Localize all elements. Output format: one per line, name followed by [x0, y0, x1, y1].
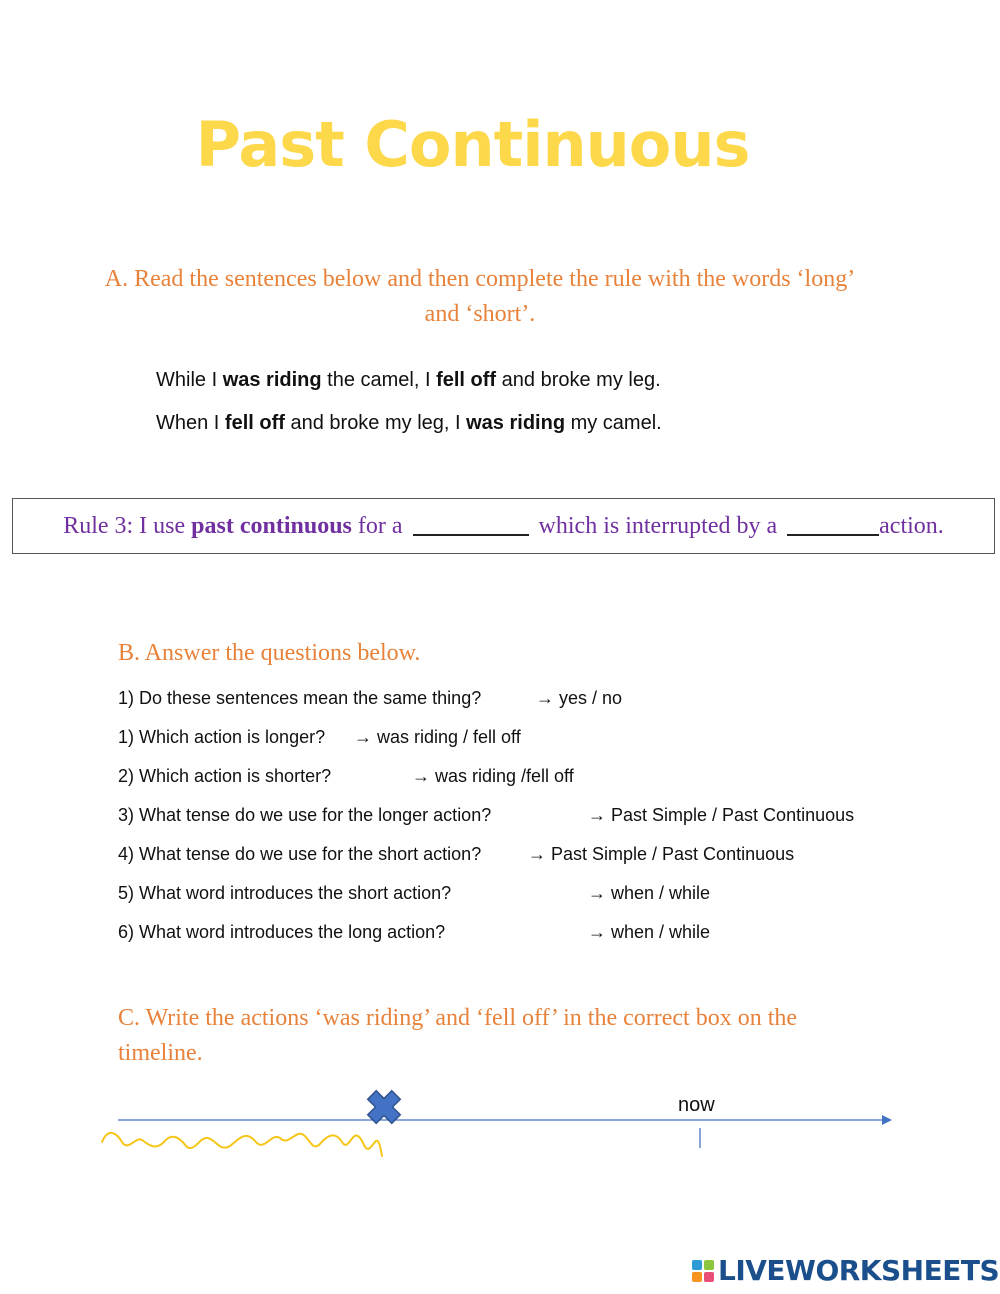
liveworksheets-logo: [692, 1254, 999, 1287]
rule-blank-long[interactable]: [413, 516, 529, 536]
rule-middle-2: which is interrupted by a: [532, 512, 784, 539]
rule-prefix: Rule 3: I use: [63, 512, 192, 539]
example-sentence-1: [156, 369, 661, 392]
rule-bold: past continuous: [191, 512, 352, 539]
rule-box: [12, 498, 995, 554]
sentence-bold: was riding: [222, 369, 322, 391]
answer-choice[interactable]: → yes / no: [536, 688, 623, 708]
answer-choice[interactable]: → Past Simple / Past Continuous: [588, 805, 855, 825]
sentence-bold: fell off: [436, 369, 497, 391]
question-row: [118, 844, 795, 865]
question-row: [118, 805, 855, 826]
question-text: 1) Which action is longer?: [118, 727, 326, 747]
answer-choice[interactable]: → Past Simple / Past Continuous: [528, 844, 795, 864]
rule-blank-short[interactable]: [787, 516, 879, 536]
question-text: 4) What tense do we use for the short action?: [118, 844, 482, 864]
logo-icon: [692, 1260, 714, 1282]
rule-suffix: action.: [879, 512, 944, 539]
cross-marker-icon: [360, 1083, 408, 1131]
answer-choice[interactable]: → was riding / fell off: [354, 727, 521, 747]
now-label: now: [678, 1094, 715, 1116]
section-b-heading: B. Answer the questions below.: [118, 640, 421, 666]
question-text: 3) What tense do we use for the longer action?: [118, 805, 492, 825]
sentence-text: When I: [156, 412, 225, 434]
question-text: 1) Do these sentences mean the same thing?: [118, 688, 482, 708]
example-sentence-2: [156, 412, 662, 435]
sentence-text: While I: [156, 369, 223, 391]
sentence-bold: was riding: [466, 412, 566, 434]
sentence-bold: fell off: [224, 412, 285, 434]
question-text: 6) What word introduces the long action?: [118, 922, 446, 942]
answer-choice[interactable]: → was riding /fell off: [412, 766, 574, 786]
timeline: [0, 1080, 1000, 1170]
arrow-right-icon: [882, 1115, 892, 1125]
question-row: [118, 727, 521, 748]
question-text: 5) What word introduces the short action?: [118, 883, 452, 903]
rule-middle-1: for a: [351, 512, 409, 539]
question-text: 2) Which action is shorter?: [118, 766, 332, 786]
answer-choice[interactable]: → when / while: [588, 883, 711, 903]
answer-choice[interactable]: → when / while: [588, 922, 711, 942]
section-c-heading: C. Write the actions ‘was riding’ and ‘fell off’ in the correct box on the timeline.: [118, 1005, 798, 1066]
sentence-text: my camel.: [565, 412, 662, 434]
sentence-text: the camel, I: [321, 369, 437, 391]
question-row: [118, 688, 623, 709]
section-a-heading: A. Read the sentences below and then complete the rule with the words ‘long’ and ‘short’.: [104, 266, 856, 327]
question-row: [118, 883, 711, 904]
sentence-text: and broke my leg, I: [284, 412, 467, 434]
page-title: Past Continuous: [195, 108, 750, 181]
question-row: [118, 766, 574, 787]
sentence-text: and broke my leg.: [496, 369, 661, 391]
question-row: [118, 922, 711, 943]
logo-text: LIVEWORKSHEETS: [718, 1254, 1000, 1287]
wavy-line-icon: [102, 1133, 382, 1156]
